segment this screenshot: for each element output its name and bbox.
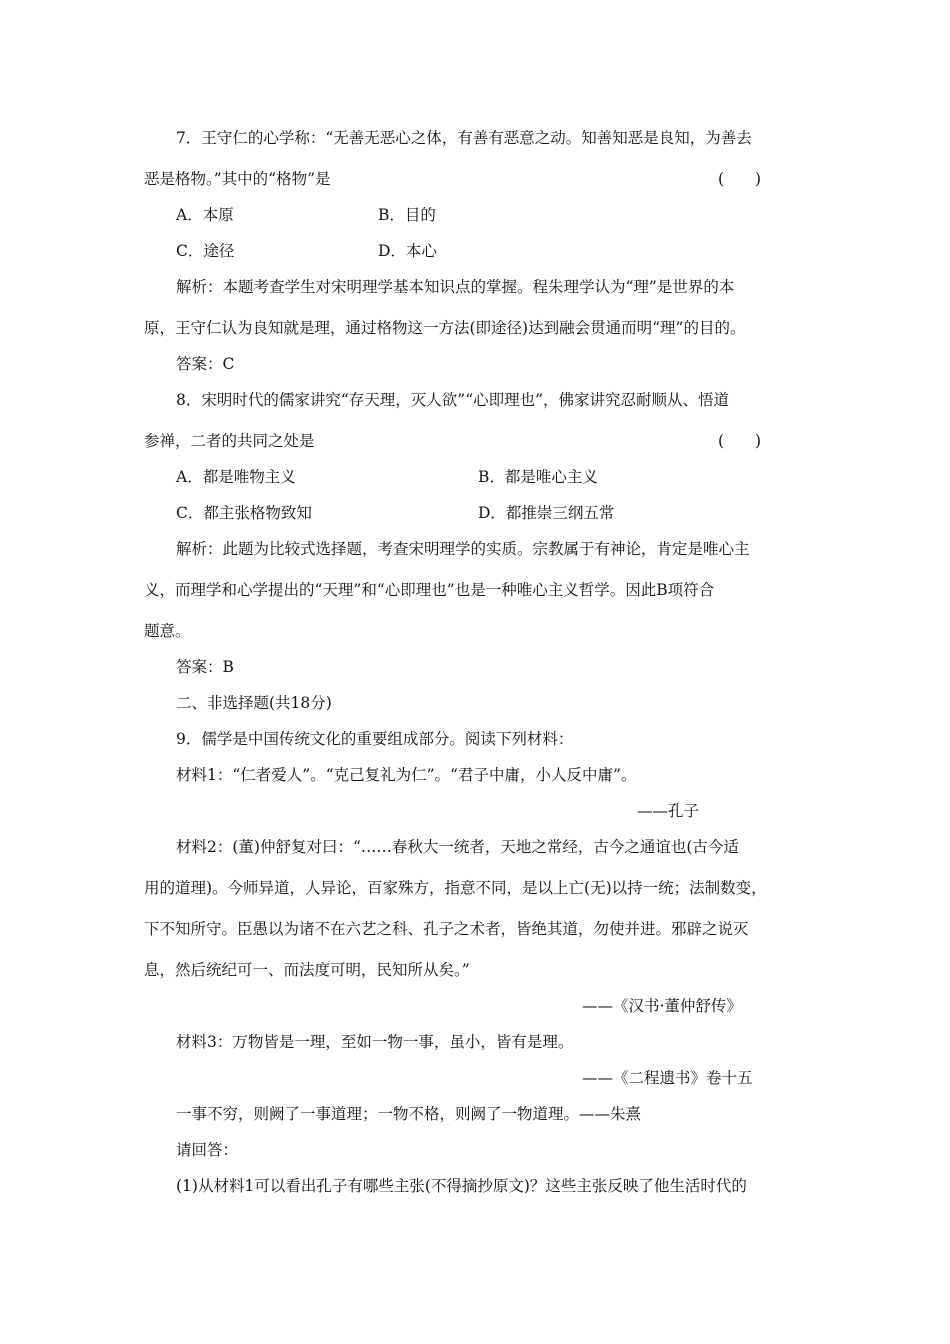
q9-material-1: 材料1：“仁者爱人”。“克己复礼为仁”。“君子中庸，小人反中庸”。	[176, 766, 637, 784]
q9-subquestion-1: (1)从材料1可以看出孔子有哪些主张(不得摘抄原文)？这些主张反映了他生活时代的	[176, 1177, 747, 1195]
section-heading: 二、非选择题(共18分)	[176, 694, 332, 712]
q9-stem: 9．儒学是中国传统文化的重要组成部分。阅读下列材料：	[176, 730, 574, 748]
q8-stem-line-2: 参禅，二者的共同之处是	[144, 432, 315, 450]
q8-answer-blank: ( )	[718, 432, 762, 450]
q9-zhuxi-quote: 一事不穷，则阙了一事道理；一物不格，则阙了一物道理。——朱熹	[176, 1105, 642, 1123]
q7-option-d: D．本心	[378, 242, 437, 260]
q9-material-2-line-3: 下不知所守。臣愚以为诸不在六艺之科、孔子之术者，皆绝其道，勿使并进。邪辟之说灭	[144, 920, 749, 938]
q9-material-2-line-2: 用的道理)。今师异道，人异论，百家殊方，指意不同，是以上亡(无)以持一统；法制数变，	[144, 879, 767, 897]
q8-analysis-line-3: 题意。	[144, 622, 191, 640]
q8-analysis-line-2: 义，而理学和心学提出的“天理”和“心即理也”也是一种唯心主义哲学。因此B项符合	[144, 581, 715, 599]
q9-material-2-line-4: 息，然后统纪可一、而法度可明，民知所从矣。”	[144, 961, 470, 979]
q7-analysis-line-1: 解析：本题考查学生对宋明理学基本知识点的掌握。程朱理学认为“理”是世界的本	[176, 278, 735, 296]
q9-material-1-source: ——孔子	[637, 802, 700, 820]
q9-material-3: 材料3：万物皆是一理，至如一物一事，虽小，皆有是理。	[176, 1033, 574, 1051]
q7-stem-line-1: 7．王守仁的心学称：“无善无恶心之体，有善有恶意之动。知善知恶是良知，为善去	[176, 129, 752, 147]
q7-answer-blank: ( )	[718, 170, 762, 188]
q8-stem-line-1: 8．宋明时代的儒家讲究“存天理，灭人欲”“心即理也”，佛家讲究忍耐顺从、悟道	[176, 391, 730, 409]
q8-option-b: B．都是唯心主义	[478, 468, 598, 486]
q9-material-3-source: ——《二程遗书》卷十五	[582, 1069, 753, 1087]
q7-stem-line-2: 恶是格物。”其中的“格物”是	[144, 170, 331, 188]
q7-analysis-line-2: 原，王守仁认为良知就是理，通过格物这一方法(即途径)达到融会贯通而明“理”的目的。	[144, 319, 746, 337]
q8-analysis-line-1: 解析：此题为比较式选择题，考查宋明理学的实质。宗教属于有神论，肯定是唯心主	[176, 540, 750, 558]
q9-prompt: 请回答：	[176, 1141, 239, 1159]
q8-option-c: C．都主张格物致知	[176, 504, 312, 522]
q8-option-a: A．都是唯物主义	[176, 468, 296, 486]
q7-answer: 答案：C	[176, 355, 235, 373]
q7-option-a: A．本原	[176, 206, 234, 224]
q8-option-d: D．都推崇三纲五常	[478, 504, 615, 522]
q8-answer: 答案：B	[176, 658, 234, 676]
q9-material-2-line-1: 材料2：(董)仲舒复对曰：“……春秋大一统者，天地之常经，古今之通谊也(古今适	[176, 838, 739, 856]
q9-material-2-source: ——《汉书·董仲舒传》	[582, 997, 742, 1015]
q7-option-c: C．途径	[176, 242, 235, 260]
q7-option-b: B．目的	[378, 206, 436, 224]
